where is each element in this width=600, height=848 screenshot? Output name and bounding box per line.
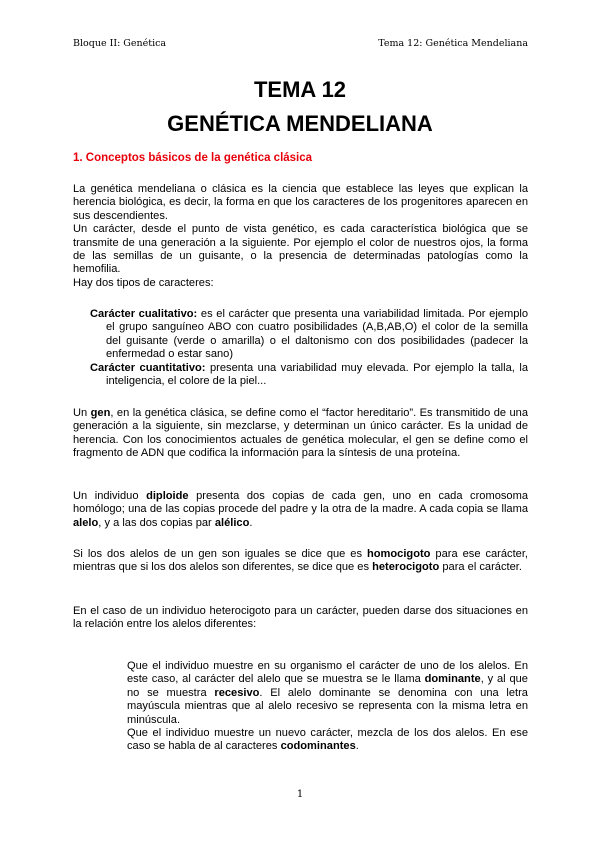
homocigoto-term: homocigoto xyxy=(366,548,431,560)
cigoto-e: para el carácter. xyxy=(439,561,522,574)
diploide-paragraph xyxy=(73,490,528,530)
situacion-1 xyxy=(127,660,528,727)
intro-paragraph-1: La genética mendeliana o clásica es la ciencia que establece las leyes que explican la herencia biológica, es decir, la forma en que los caracteres de los progenitores aparecen en sus descendientes. xyxy=(73,183,528,222)
heterocigoto-term: heterocigoto xyxy=(372,561,440,574)
s1-e: . El alelo dominante se denomina con una letra mayúscula mientras que al alelo recesivo se representa con la misma letra en minúscula. xyxy=(127,686,528,726)
term-cualitativo: Carácter cualitativo: xyxy=(90,308,198,320)
term-cuantitativo: Carácter cuantitativo: xyxy=(90,361,206,374)
desc-cualitativo: es el carácter que presenta una variabilidad limitada. Por ejemplo el grupo sanguíneo ABO con cuatro posibilidades (A,B,AB,O) el color de la semilla del guisante (verde o amarilla) o el daltonismo con dos posibilidades (padecer la enfermedad o estar sano) xyxy=(106,308,528,361)
diploide-a: Un individuo xyxy=(73,490,147,502)
s1-a: Que el individuo muestre en su organismo el carácter de uno de los alelos. En este caso, al carácter del alelo que se muestra se le llama xyxy=(127,660,528,686)
gen-paragraph xyxy=(73,407,528,461)
section-heading: 1. Conceptos básicos de la genética clásica xyxy=(73,152,313,164)
intro-paragraph-3: Hay dos tipos de caracteres: xyxy=(73,276,214,289)
gen-pre: Un xyxy=(73,407,91,419)
title-line-1: TEMA 12 xyxy=(253,77,347,102)
recesivo-term: recesivo xyxy=(214,686,260,699)
intro-paragraph-2: Un carácter, desde el punto de vista genético, es cada característica biológica que se transmite de una generación a la siguiente. Por ejemplo el color de nuestros ojos, la forma de las semillas de un guisante, o la presencia de determinadas patologías como la hemofilia. xyxy=(73,223,528,276)
heterocigoto-paragraph xyxy=(73,605,528,632)
list-item-cualitativo xyxy=(90,308,528,362)
title-line-2: GENÉTICA MENDELIANA xyxy=(167,111,433,136)
dominante-term: dominante xyxy=(424,673,481,686)
diploide-c: presenta dos copias de cada gen, uno en cada cromosoma homólogo; una de las copias procede del padre y la otra de la madre. A cada copia se llama xyxy=(73,490,528,516)
character-types-list xyxy=(90,308,528,388)
alelo-term: alelo xyxy=(73,516,99,529)
codominantes-term: codominantes xyxy=(280,740,356,753)
gen-term: gen xyxy=(90,407,111,419)
s2-a: Que el individuo muestre un nuevo carácter, mezcla de los dos alelos. En ese caso se habla de al caracteres xyxy=(127,727,528,753)
s2-c: . xyxy=(355,740,359,753)
diploide-g: . xyxy=(249,516,253,529)
diploide-term: diploide xyxy=(146,490,189,502)
gen-post: , en la genética clásica, se define como el “factor hereditario”. Es transmitido de una generación a la siguiente, sin mezclarse, y determinan un único carácter. Es la unidad de herencia. Con los conocimientos actuales de genética molecular, el gen se define como el fragmento de ADN que codifica la información para la síntesis de una proteína. xyxy=(73,407,528,460)
diploide-e: , y a las dos copias par xyxy=(98,516,215,529)
hetero-text: En el caso de un individuo heterocigoto para un carácter, pueden darse dos situaciones en la relación entre los alelos diferentes: xyxy=(73,605,528,631)
cigoto-paragraph xyxy=(73,548,528,575)
header-left: Bloque II: Genética xyxy=(73,38,167,49)
alelico-term: alélico xyxy=(214,516,250,529)
cigoto-a: Si los dos alelos de un gen son iguales se dice que es xyxy=(73,548,367,560)
page-number: 1 xyxy=(296,789,304,800)
s1-c: , y al que no se muestra xyxy=(127,673,528,699)
situacion-2 xyxy=(127,727,528,754)
intro-block xyxy=(73,183,528,290)
list-item-cuantitativo xyxy=(90,362,528,389)
situaciones-list xyxy=(127,660,528,754)
desc-cuantitativo: presenta una variabilidad muy elevada. Por ejemplo la talla, la inteligencia, el colore de la piel... xyxy=(106,361,528,388)
header-right: Tema 12: Genética Mendeliana xyxy=(378,38,528,49)
cigoto-c: para ese carácter, mientras que si los dos alelos son diferentes, se dice que es xyxy=(73,548,528,574)
